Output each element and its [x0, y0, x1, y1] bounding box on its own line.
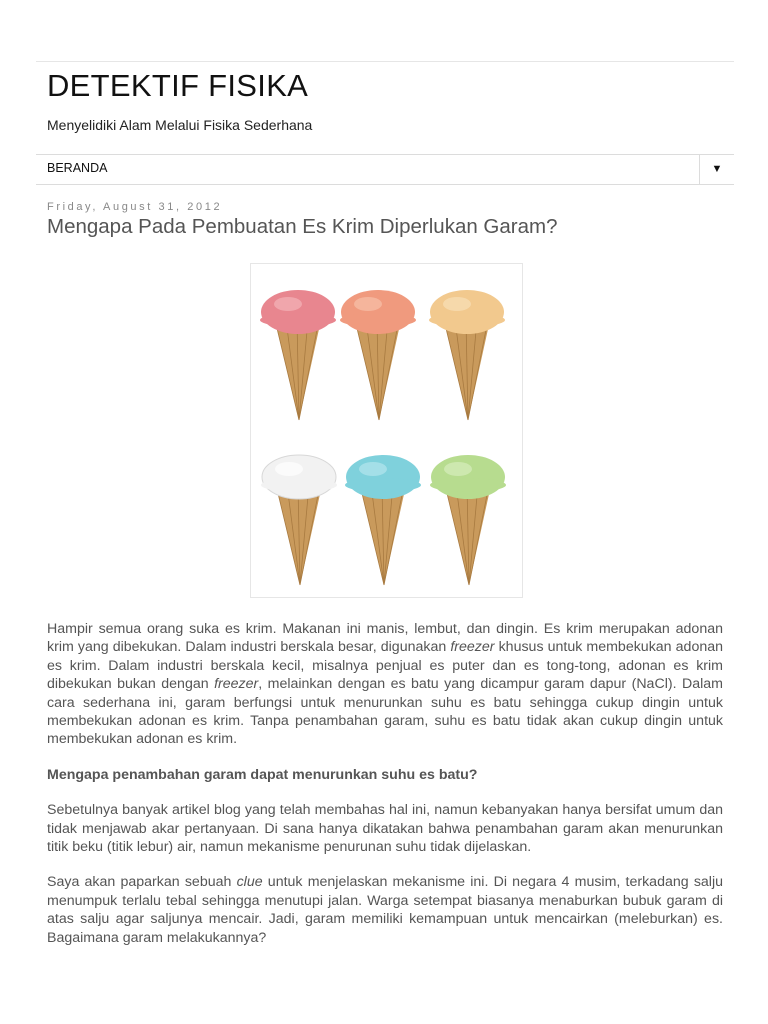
paragraph-clue: Saya akan paparkan sebuah clue untuk menjelaskan mekanisme ini. Di negara 4 musim, terkadang salju menumpuk terlalu tebal sehingga menutupi jalan. Warga setempat biasanya menaburkan bubuk garam di atas salju agar saljunya mencair. Jadi, garam memiliki kemampuan untuk mencairkan (meleburkan) es. Bagaimana garam melakukannya?: [47, 874, 723, 946]
post-title[interactable]: Mengapa Pada Pembuatan Es Krim Diperlukan Garam?: [47, 215, 558, 238]
paragraph-explanation: Sebetulnya banyak artikel blog yang telah membahas hal ini, namun kebanyakan hanya bersifat umum dan tidak menjawab akar pertanyaan. Di sana hanya dikatakan bahwa penambahan garam akan menurunkan titik beku (titik lebur) air, namun mekanisme penurunan suhu tidak dijelaskan.: [47, 802, 723, 856]
ice-cream-cone: [430, 455, 506, 585]
post-body: [47, 620, 723, 964]
ice-cream-cone: [261, 455, 337, 585]
ice-cream-cone: [340, 290, 416, 420]
ice-cream-cone: [429, 290, 505, 420]
paragraph-question: Mengapa penambahan garam dapat menurunkan suhu es batu?: [47, 766, 478, 783]
paragraph-intro: Hampir semua orang suka es krim. Makanan ini manis, lembut, dan dingin. Es krim merupakan adonan krim yang dibekukan. Dalam industri berskala besar, digunakan freezer khusus untuk membekukan adonan es krim. Dalam industri berskala kecil, misalnya penjual es puter dan es tong-tong, adonan es krim dibekukan bukan dengan freezer, melainkan dengan es batu yang dicampur garam dapur (NaCl). Dalam cara sederhana ini, garam berfungsi untuk menurunkan suhu es batu sehingga cukup dingin untuk membekukan adonan es krim. Tanpa penambahan garam, suhu es batu tidak akan cukup dingin untuk membekukan adonan es krim.: [47, 621, 724, 748]
ice-cream-cones-image: [251, 264, 522, 597]
ice-cream-cone: [260, 290, 336, 420]
blog-description: Menyelidiki Alam Melalui Fisika Sederhana: [47, 117, 313, 133]
post-image[interactable]: [250, 263, 523, 598]
ice-cream-cone: [345, 455, 421, 585]
chevron-down-icon[interactable]: ▼: [699, 155, 734, 184]
post-date: Friday, August 31, 2012: [47, 201, 223, 213]
header-divider: [36, 61, 734, 62]
blog-title[interactable]: DETEKTIF FISIKA: [47, 68, 309, 103]
nav-item-home[interactable]: BERANDA: [47, 161, 108, 175]
navigation-bar: [36, 154, 734, 185]
